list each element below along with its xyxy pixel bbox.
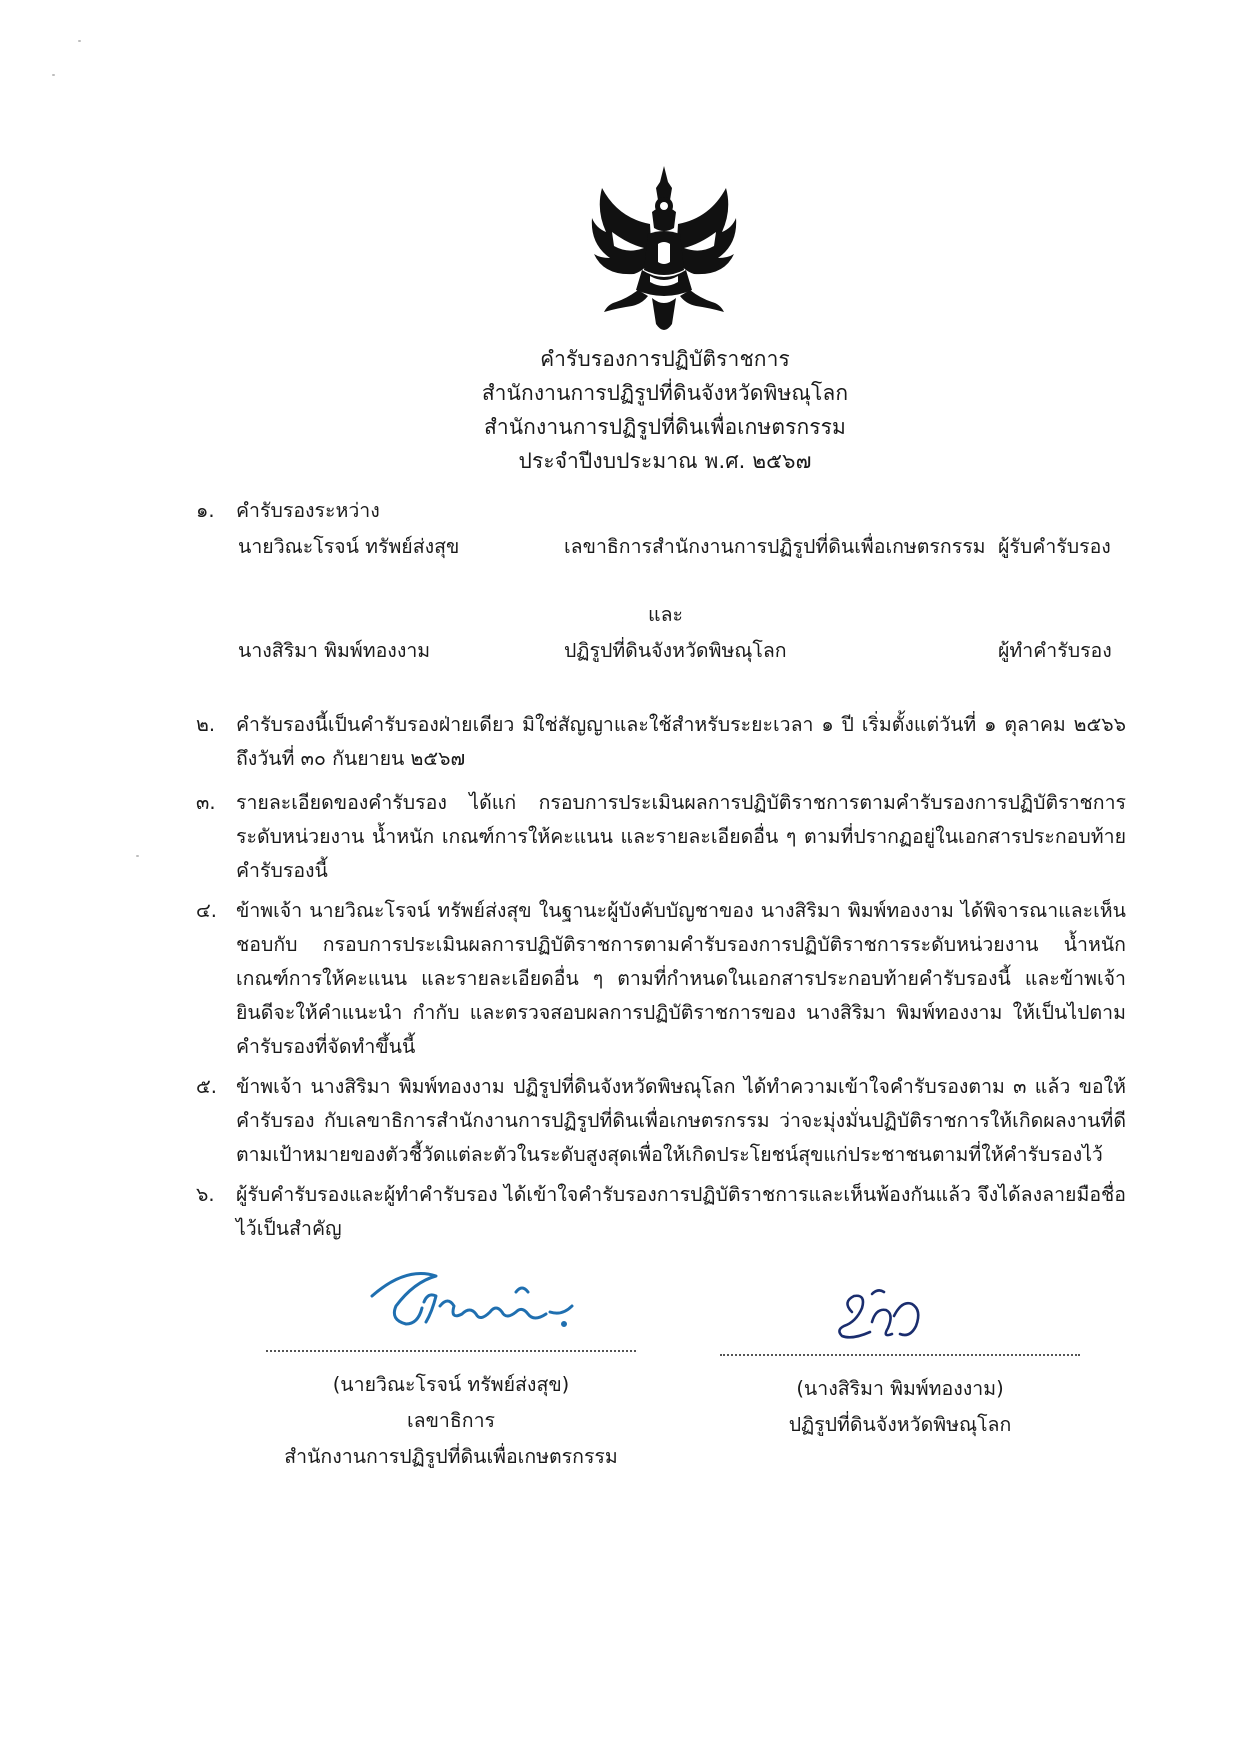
section-number: ๔. [196, 899, 217, 922]
section-6-text: ผู้รับคำรับรองและผู้ทำคำรับรอง ได้เข้าใจคำรับรองการปฏิบัติราชการและเห็นพ้องกันแล้ว จึงได้ลงลายมือชื่อไว้เป็นสำคัญ [236, 1183, 1126, 1240]
party-1-name: นายวิณะโรจน์ ทรัพย์ส่งสุข [238, 535, 460, 558]
document-title-block [0, 342, 1240, 478]
section-3 [196, 786, 1126, 888]
signatory-left-organization: สำนักงานการปฏิรูปที่ดินเพื่อเกษตรกรรม [284, 1445, 618, 1468]
title-line-4: ประจำปีงบประมาณ พ.ศ. ๒๕๖๗ [518, 449, 812, 473]
handwritten-signature-icon [366, 1262, 586, 1342]
party-2-name: นางสิริมา พิมพ์ทองงาม [238, 639, 431, 662]
section-2-text: คำรับรองนี้เป็นคำรับรองฝ่ายเดียว มิใช่สัญญาและใช้สำหรับระยะเวลา ๑ ปี เริ่มตั้งแต่วันที่ ๑ ตุลาคม ๒๕๖๖ ถึงวันที่ ๓๐ กันยายน ๒๕๖๗ [236, 713, 1126, 770]
signature-line-right [720, 1354, 1080, 1356]
party-1-role: ผู้รับคำรับรอง [998, 535, 1111, 558]
signatory-right-name: (นางสิริมา พิมพ์ทองงาม) [796, 1377, 1004, 1400]
scan-speck [78, 40, 81, 42]
section-number: ๖. [196, 1183, 215, 1206]
signatory-left-title: เลขาธิการ [406, 1409, 496, 1432]
section-2 [196, 708, 1126, 776]
party-2-role: ผู้ทำคำรับรอง [998, 639, 1112, 662]
title-line-1: คำรับรองการปฏิบัติราชการ [540, 347, 790, 371]
section-number: ๓. [196, 791, 216, 814]
section-5-text: ข้าพเจ้า นางสิริมา พิมพ์ทองงาม ปฏิรูปที่ดินจังหวัดพิษณุโลก ได้ทำความเข้าใจคำรับรองตาม ๓ แล้ว ขอให้คำรับรอง กับเลขาธิการสำนักงานการปฏิรูปที่ดินเพื่อเกษตรกรรม ว่าจะมุ่งมั่นปฏิบัติราชการให้เกิดผลงานที่ดีตามเป้าหมายของตัวชี้วัดแต่ละตัวในระดับสูงสุดเพื่อให้เกิดประโยชน์สุขแก่ประชาชนตามที่ให้คำรับรองไว้ [236, 1075, 1126, 1166]
scan-speck [52, 74, 55, 76]
and-conjunction: และ [648, 603, 683, 626]
section-5 [196, 1070, 1126, 1172]
section-1 [196, 494, 1126, 528]
garuda-emblem-icon [588, 158, 740, 338]
section-1-heading: คำรับรองระหว่าง [236, 499, 380, 522]
section-4 [196, 894, 1126, 1064]
section-number: ๒. [196, 713, 216, 736]
section-number: ๕. [196, 1075, 217, 1098]
section-number: ๑. [196, 499, 215, 522]
scan-speck [136, 855, 139, 857]
section-6 [196, 1178, 1126, 1246]
party-1-position: เลขาธิการสำนักงานการปฏิรูปที่ดินเพื่อเกษตรกรรม [564, 535, 986, 558]
signatory-left-name: (นายวิณะโรจน์ ทรัพย์ส่งสุข) [332, 1373, 570, 1396]
party-2-position: ปฏิรูปที่ดินจังหวัดพิษณุโลก [564, 639, 787, 662]
section-4-text: ข้าพเจ้า นายวิณะโรจน์ ทรัพย์ส่งสุข ในฐานะผู้บังคับบัญชาของ นางสิริมา พิมพ์ทองงาม ได้พิจารณาและเห็นชอบกับ กรอบการประเมินผลการปฏิบัติราชการตามคำรับรองการปฏิบัติราชการระดับหน่วยงาน น้ำหนัก เกณฑ์การให้คะแนน และรายละเอียดอื่น ๆ ตามที่กำหนดในเอกสารประกอบท้ายคำรับรองนี้ และข้าพเจ้ายินดีจะให้คำแนะนำ กำกับ และตรวจสอบผลการปฏิบัติราชการของ นางสิริมา พิมพ์ทองงาม ให้เป็นไปตามคำรับรองที่จัดทำขึ้นนี้ [236, 899, 1126, 1058]
signatory-right-title: ปฏิรูปที่ดินจังหวัดพิษณุโลก [788, 1413, 1012, 1436]
section-3-text: รายละเอียดของคำรับรอง ได้แก่ กรอบการประเมินผลการปฏิบัติราชการตามคำรับรองการปฏิบัติราชการระดับหน่วยงาน น้ำหนัก เกณฑ์การให้คะแนน และรายละเอียดอื่น ๆ ตามที่ปรากฏอยู่ในเอกสารประกอบท้ายคำรับรองนี้ [236, 791, 1126, 882]
title-line-2: สำนักงานการปฏิรูปที่ดินจังหวัดพิษณุโลก [481, 381, 849, 405]
signature-line-left [266, 1350, 636, 1352]
title-line-3: สำนักงานการปฏิรูปที่ดินเพื่อเกษตรกรรม [484, 415, 846, 439]
handwritten-signature-icon [812, 1282, 982, 1346]
